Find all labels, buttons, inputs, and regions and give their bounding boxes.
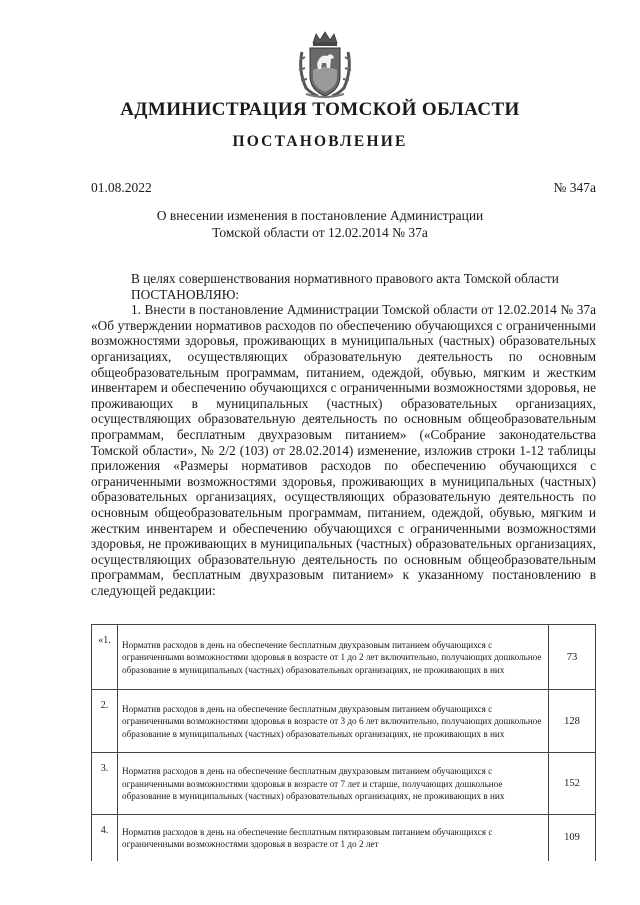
decree-word: ПОСТАНОВЛЯЮ: (131, 286, 240, 302)
document-date: 01.08.2022 (91, 180, 152, 195)
row-number: 2. (92, 690, 118, 753)
organization-title: АДМИНИСТРАЦИЯ ТОМСКОЙ ОБЛАСТИ (120, 99, 520, 120)
row-value: 128 (549, 690, 596, 753)
row-description: Норматив расходов в день на обеспечение бесплатным двухразовым питанием обучающихся с ограниченными возможностями здоровья в возрасте от 1 до 2 лет включительно, получающих дошкольное образование в муниципальных (частных) образовательных организациях, не проживающих в них (118, 625, 549, 690)
subject-line-1: О внесении изменения в постановление Администрации (156, 208, 484, 223)
table-row (92, 815, 596, 861)
row-number: «1. (92, 625, 118, 690)
norms-table (91, 624, 596, 861)
preamble: В целях совершенствования нормативного правового акта Томской области (131, 271, 559, 286)
document-number: № 347а (553, 180, 596, 195)
subject-line-2: Томской области от 12.02.2014 № 37а (212, 225, 428, 240)
row-value: 109 (549, 815, 596, 861)
table-row (92, 690, 596, 753)
paragraph-1: 1. Внести в постановление Администрации Томской области от 12.02.2014 № 37а «Об утверждении нормативов расходов по обеспечению обучающихся с ограниченными возможностями здоровья, проживающих в муниципальных (частных) образовательных организациях, осуществляющих образовательную деятельность по основным общеобразовательным программам, питанием, одеждой, обувью, мягким и жестким инвентарем и обеспечению обучающихся с ограниченными возможностями здоровья, не проживающих в муниципальных (частных) образовательных организациях, осуществляющих образовательную деятельность по основным общеобразовательным программам, бесплатным двухразовым питанием» («Собрание законодательства Томской области», № 2/2 (103) от 28.02.2014) изменение, изложив строки 1-12 таблицы приложения «Размеры нормативов расходов по обеспечению обучающихся с ограниченными возможностями здоровья, проживающих в муниципальных (частных) образовательных организациях, осуществляющих образовательную деятельность по основным общеобразовательным программам, питанием, одеждой, обувью, мягким и жестким инвентарем и обеспечению обучающихся с ограниченными возможностями здоровья, не проживающих в муниципальных (частных) образовательных организациях, осуществляющих образовательную деятельность по основным общеобразовательным программам, бесплатным двухразовым питанием» к указанному постановлению в следующей редакции: (91, 302, 596, 598)
row-value: 152 (549, 753, 596, 815)
table-row (92, 753, 596, 815)
row-number: 4. (92, 815, 118, 861)
row-value: 73 (549, 625, 596, 690)
coat-of-arms-emblem (296, 30, 354, 100)
row-description: Норматив расходов в день на обеспечение бесплатным пятиразовым питанием обучающихся с ограниченными возможностями здоровья в возрасте от 1 до 2 лет (118, 815, 549, 861)
row-number: 3. (92, 753, 118, 815)
document-body (91, 271, 596, 598)
document-type: ПОСТАНОВЛЕНИЕ (232, 133, 408, 150)
table-row (92, 625, 596, 690)
document-subject (0, 207, 640, 241)
row-description: Норматив расходов в день на обеспечение бесплатным двухразовым питанием обучающихся с ограниченными возможностями здоровья в возрасте от 3 до 6 лет включительно, получающих дошкольное образование в муниципальных (частных) образовательных организациях, не проживающих в них (118, 690, 549, 753)
row-description: Норматив расходов в день на обеспечение бесплатным двухразовым питанием обучающихся с ограниченными возможностями здоровья в возрасте от 7 лет и старше, получающих дошкольное образование в муниципальных (частных) образовательных организациях, не проживающих в них (118, 753, 549, 815)
